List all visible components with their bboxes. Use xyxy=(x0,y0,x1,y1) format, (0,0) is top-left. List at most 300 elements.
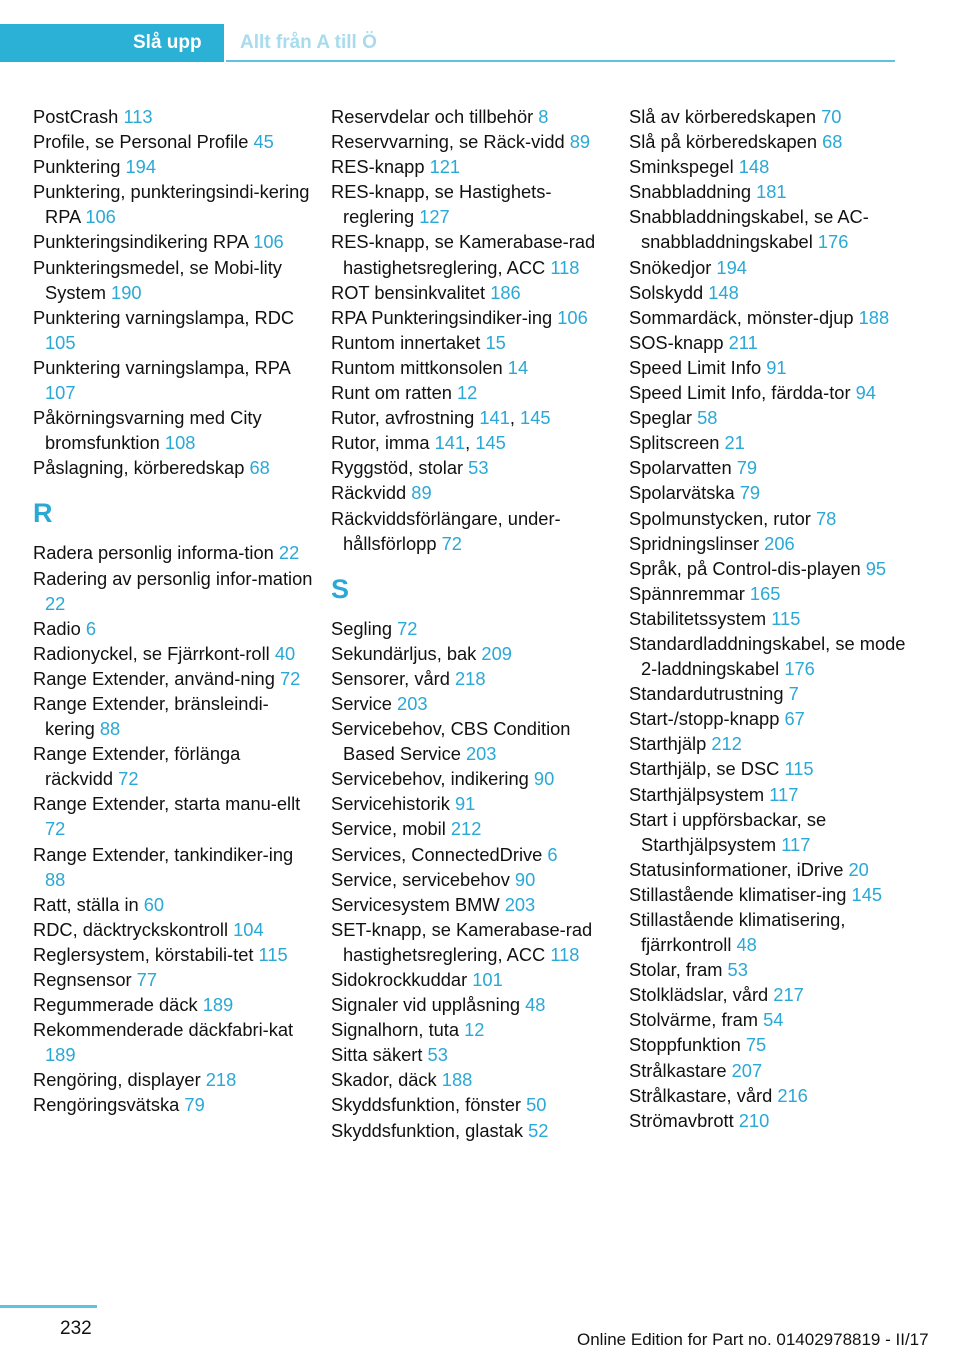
index-entry xyxy=(33,641,313,666)
index-term: Service, mobil xyxy=(331,818,451,840)
page-link[interactable]: 91 xyxy=(766,356,787,378)
index-term: Reservvarning, se Räck‐vidd xyxy=(331,131,570,153)
page-link[interactable]: 108 xyxy=(164,432,196,454)
page-link[interactable]: 203 xyxy=(465,743,497,765)
index-column-3 xyxy=(629,104,914,1133)
index-entry xyxy=(331,1092,611,1117)
index-entry xyxy=(331,666,611,691)
index-entry: Rutor, avfrostning 141, 145 xyxy=(331,407,551,429)
index-column-1 xyxy=(33,104,313,1118)
index-term: Range Extender, förlänga räckvidd xyxy=(33,743,241,790)
page-number: 232 xyxy=(60,1318,92,1339)
index-term: Services, ConnectedDrive xyxy=(331,843,548,865)
index-term: Reservdelar och tillbehör xyxy=(331,106,539,127)
index-term: RES-knapp xyxy=(331,156,430,178)
index-entry xyxy=(331,791,611,816)
index-entry xyxy=(33,791,313,841)
page-link[interactable]: 68 xyxy=(249,457,270,479)
index-entry xyxy=(33,405,313,455)
page-link[interactable]: 95 xyxy=(865,557,887,579)
index-term: Påkörningsvarning med City bromsfunktion xyxy=(33,407,262,454)
index-entry xyxy=(33,942,313,967)
page-link[interactable]: 15 xyxy=(485,331,506,353)
index-entry xyxy=(33,917,313,942)
page-link[interactable]: 148 xyxy=(738,156,770,178)
page-link[interactable]: 176 xyxy=(817,231,849,253)
header-tabs xyxy=(0,24,895,62)
index-entry xyxy=(33,540,313,565)
index-term: Räckvidd xyxy=(331,482,412,504)
page-link[interactable]: 58 xyxy=(697,407,718,429)
page-link[interactable]: 72 xyxy=(441,532,462,554)
index-entry xyxy=(629,179,914,204)
page-link[interactable]: 52 xyxy=(528,1119,549,1141)
index-term: Strålkastare, vård xyxy=(629,1084,778,1106)
page-link[interactable]: 188 xyxy=(441,1069,473,1091)
page-link[interactable]: 79 xyxy=(739,482,761,504)
index-term: Ryggstöd, stolar xyxy=(331,457,469,479)
page-link[interactable]: 79 xyxy=(736,457,758,479)
page-link[interactable]: 145 xyxy=(475,432,506,454)
page-link[interactable]: 115 xyxy=(771,607,801,629)
index-term: Påslagning, körberedskap xyxy=(33,457,250,479)
page-link[interactable]: 212 xyxy=(711,733,742,755)
page-link[interactable]: 206 xyxy=(764,532,795,554)
index-entry xyxy=(33,355,313,405)
index-entry xyxy=(629,1032,914,1057)
index-term: RPA Punkteringsindiker‐ing xyxy=(331,306,558,328)
page-link[interactable]: 207 xyxy=(731,1059,763,1081)
index-term: Runtom mittkonsolen xyxy=(331,356,508,378)
page-link[interactable]: 188 xyxy=(858,306,890,328)
page-link[interactable]: 20 xyxy=(848,858,869,880)
page-link[interactable]: 94 xyxy=(855,382,876,404)
page-link[interactable]: 211 xyxy=(728,331,758,353)
index-term: Slå på körberedskapen xyxy=(629,131,823,153)
page-link[interactable]: 190 xyxy=(111,281,142,303)
page-link[interactable]: 145 xyxy=(851,883,883,905)
page-link[interactable]: 203 xyxy=(397,692,428,714)
index-term: Stolar, fram xyxy=(629,959,728,981)
page-link[interactable]: 216 xyxy=(777,1084,808,1106)
index-entry xyxy=(629,255,914,280)
index-term: Punktering varningslampa, RDC xyxy=(33,306,295,328)
page-link[interactable]: 90 xyxy=(533,768,555,790)
index-entry xyxy=(331,1017,611,1042)
index-term: Punktering, punkteringsindi‐kering RPA xyxy=(33,181,310,228)
index-term: Stillastående klimatisering, fjärrkontroll xyxy=(629,909,846,956)
index-term: Starthjälpsystem xyxy=(629,783,770,805)
index-entry xyxy=(629,405,914,430)
page-link[interactable]: 106 xyxy=(557,306,588,328)
index-term: Spännremmar xyxy=(629,582,750,604)
index-term: Regummerade däck xyxy=(33,994,203,1016)
page-link[interactable]: 75 xyxy=(745,1034,767,1056)
index-entry xyxy=(33,1092,313,1117)
index-term: Segling xyxy=(331,617,398,639)
index-entry xyxy=(331,816,611,841)
index-term: Skador, däck xyxy=(331,1069,442,1091)
page-link[interactable]: 181 xyxy=(756,181,787,203)
index-term: Snabbladdningskabel, se AC-snabbladdningskabel xyxy=(629,206,869,253)
page-link[interactable]: 77 xyxy=(136,969,157,990)
index-term: Servicebehov, CBS Condition Based Service xyxy=(331,718,571,765)
index-term: Range Extender, bränsleindi‐kering xyxy=(33,692,269,740)
index-entry xyxy=(33,104,313,129)
page-link[interactable]: 88 xyxy=(99,718,121,740)
index-entry xyxy=(629,355,914,380)
index-term: Spridningslinser xyxy=(629,532,765,554)
page-link[interactable]: 60 xyxy=(143,893,165,915)
index-entry xyxy=(33,154,313,179)
index-entry xyxy=(331,480,611,505)
index-entry xyxy=(331,1118,611,1143)
page-link[interactable]: 45 xyxy=(253,131,274,153)
index-term: Strålkastare xyxy=(629,1059,732,1081)
page-link[interactable]: 72 xyxy=(397,617,418,639)
index-entry xyxy=(629,480,914,505)
index-term: Punktering varningslampa, RPA xyxy=(33,356,290,378)
index-term: Rengöringsvätska xyxy=(33,1094,185,1116)
index-entry xyxy=(33,992,313,1017)
index-term: Spolarvatten xyxy=(629,457,737,479)
index-entry xyxy=(629,129,914,154)
page-link[interactable]: 22 xyxy=(278,542,300,564)
page-link[interactable]: 89 xyxy=(411,482,432,504)
section-letter: R xyxy=(33,498,53,529)
index-entry xyxy=(331,380,611,405)
index-term: ROT bensinkvalitet xyxy=(331,281,491,303)
index-entry xyxy=(629,556,914,581)
index-term: Servicesystem BMW xyxy=(331,893,505,915)
index-entry xyxy=(629,782,914,807)
index-term: Range Extender, tankindiker‐ing xyxy=(33,843,294,865)
index-entry xyxy=(33,129,313,154)
index-entry xyxy=(33,305,313,355)
page-link[interactable]: 7 xyxy=(788,683,799,705)
index-term: Runtom innertaket xyxy=(331,331,486,353)
page-link[interactable]: 118 xyxy=(550,256,580,278)
index-entry xyxy=(629,807,914,857)
index-entry xyxy=(331,616,611,641)
index-term: PostCrash xyxy=(33,106,124,127)
index-entry xyxy=(629,280,914,305)
index-term: Sitta säkert xyxy=(331,1044,428,1066)
page-link[interactable]: 40 xyxy=(274,642,296,664)
page-link[interactable]: 121 xyxy=(429,156,461,178)
index-entry xyxy=(331,355,611,380)
page-link[interactable]: 106 xyxy=(85,206,116,228)
index-entry xyxy=(33,1067,313,1092)
page-link[interactable]: 189 xyxy=(45,1044,76,1066)
index-term: Standardutrustning xyxy=(629,683,789,705)
index-entry xyxy=(629,1083,914,1108)
index-term: Räckviddsförlängare, under‐hållsförlopp xyxy=(331,507,561,554)
page-link[interactable]: 101 xyxy=(472,969,503,990)
page-link[interactable]: 189 xyxy=(202,994,234,1016)
index-term: Radera personlig informa‐tion xyxy=(33,542,279,564)
page-link[interactable]: 141 xyxy=(479,407,510,429)
page-link[interactable]: 48 xyxy=(736,934,757,956)
index-term: Reglersystem, körstabili‐tet xyxy=(33,943,259,965)
page-link[interactable]: 91 xyxy=(454,793,476,815)
index-entry xyxy=(331,229,611,279)
index-term: Stolvärme, fram xyxy=(629,1009,764,1031)
index-entry xyxy=(629,907,914,957)
page-link[interactable]: 54 xyxy=(763,1009,784,1031)
page-link[interactable]: 68 xyxy=(822,131,843,153)
index-term: Sommardäck, mönster‐djup xyxy=(629,306,859,328)
index-term: Rekommenderade däckfabri‐kat xyxy=(33,1019,294,1041)
index-term: Radionyckel, se Fjärrkont‐roll xyxy=(33,642,275,664)
index-term: Sekundärljus, bak xyxy=(331,642,482,664)
page-link[interactable]: 118 xyxy=(550,943,580,965)
index-entry xyxy=(331,691,611,716)
page-link[interactable]: 212 xyxy=(450,818,482,840)
index-entry xyxy=(33,455,313,480)
index-entry xyxy=(331,967,611,992)
page-link[interactable]: 186 xyxy=(490,281,521,303)
index-entry xyxy=(629,606,914,631)
page-link[interactable]: 107 xyxy=(45,382,76,404)
index-entry xyxy=(33,1017,313,1067)
index-entry xyxy=(331,992,611,1017)
index-entry xyxy=(629,857,914,882)
page-link[interactable]: 117 xyxy=(781,833,811,855)
index-entry xyxy=(629,1108,914,1133)
index-entry xyxy=(331,892,611,917)
page-link[interactable]: 194 xyxy=(125,156,156,178)
page-link[interactable]: 21 xyxy=(724,432,745,454)
index-entry xyxy=(331,506,611,556)
page-link[interactable]: 104 xyxy=(233,918,264,940)
index-column-2 xyxy=(331,104,611,1143)
index-term: Signaler vid upplåsning xyxy=(331,994,526,1016)
index-term: Start i uppförsbackar, se Starthjälpsystem xyxy=(629,808,827,855)
page-link[interactable]: 78 xyxy=(815,507,837,529)
page-link[interactable]: 105 xyxy=(45,331,76,353)
page-link[interactable]: 113 xyxy=(123,106,153,127)
page-link[interactable]: 218 xyxy=(205,1069,237,1091)
index-term: Speed Limit Info, färdda‐tor xyxy=(629,382,856,404)
section-letter: S xyxy=(331,573,350,604)
index-entry xyxy=(331,305,611,330)
index-term: Stolklädslar, vård xyxy=(629,984,774,1006)
index-term: Rengöring, displayer xyxy=(33,1069,206,1091)
index-entry xyxy=(629,631,914,681)
page-link[interactable]: 89 xyxy=(569,131,591,153)
index-entry xyxy=(331,641,611,666)
index-entry xyxy=(33,179,313,229)
edition-note: Online Edition for Part no. 01402978819 - II/17 xyxy=(577,1330,929,1349)
index-entry xyxy=(33,666,313,691)
page-link[interactable]: 117 xyxy=(769,783,799,805)
page-link[interactable]: 145 xyxy=(520,407,551,429)
page-link[interactable]: 194 xyxy=(716,256,747,278)
index-entry xyxy=(331,154,611,179)
index-entry xyxy=(331,1042,611,1067)
index-term: RES-knapp, se Hastighets‐reglering xyxy=(331,181,552,228)
index-term: Service, servicebehov xyxy=(331,868,515,890)
index-entry xyxy=(331,280,611,305)
index-term: Signalhorn, tuta xyxy=(331,1019,465,1041)
index-term: Slå av körberedskapen xyxy=(629,106,822,127)
page-link[interactable]: 53 xyxy=(468,457,489,479)
page-link[interactable]: 148 xyxy=(708,281,739,303)
page-link[interactable]: 217 xyxy=(773,984,804,1006)
page-link[interactable]: 48 xyxy=(525,994,546,1016)
index-entry xyxy=(33,691,313,741)
index-term: Punkteringsindikering RPA xyxy=(33,231,254,253)
page-link[interactable]: 115 xyxy=(784,758,814,780)
index-entry xyxy=(629,957,914,982)
index-entry xyxy=(331,129,611,154)
index-entry xyxy=(33,967,313,992)
page-link[interactable]: 209 xyxy=(481,642,512,664)
index-term: Stoppfunktion xyxy=(629,1034,746,1056)
index-term: Statusinformationer, iDrive xyxy=(629,858,849,880)
index-term: RDC, däcktryckskontroll xyxy=(33,918,234,940)
index-term: Spolarvätska xyxy=(629,482,740,504)
index-entry xyxy=(629,982,914,1007)
index-term: RES-knapp, se Kamerabase‐rad hastighetsreglering, ACC xyxy=(331,231,596,278)
page-link[interactable]: 176 xyxy=(784,658,815,680)
page-link[interactable]: 72 xyxy=(118,768,139,790)
index-entry xyxy=(331,330,611,355)
page-link[interactable]: 210 xyxy=(738,1109,770,1131)
index-term: Ratt, ställa in xyxy=(33,893,144,915)
index-term: SOS-knapp xyxy=(629,331,729,353)
index-entry xyxy=(629,506,914,531)
index-term: Profile, se Personal Profile xyxy=(33,131,254,153)
index-term: Radering av personlig infor‐mation xyxy=(33,567,313,589)
index-entry xyxy=(629,204,914,254)
index-term: Stillastående klimatiser‐ing xyxy=(629,883,852,905)
page-link[interactable]: 8 xyxy=(538,106,549,127)
index-entry xyxy=(629,731,914,756)
index-term: Starthjälp, se DSC xyxy=(629,758,785,780)
index-entry xyxy=(629,1058,914,1083)
page-link[interactable]: 127 xyxy=(419,206,450,228)
index-term: Start-/stopp-knapp xyxy=(629,708,785,730)
index-entry xyxy=(629,430,914,455)
page-link[interactable]: 165 xyxy=(749,582,781,604)
index-entry xyxy=(331,104,611,129)
index-entry xyxy=(331,179,611,229)
index-entry xyxy=(629,330,914,355)
index-term: Skyddsfunktion, fönster xyxy=(331,1094,527,1116)
index-term: Range Extender, använd‐ning xyxy=(33,667,280,689)
page-link[interactable]: 14 xyxy=(507,356,529,378)
page-link[interactable]: 141 xyxy=(434,432,466,454)
index-term: Stabilitetssystem xyxy=(629,607,772,629)
page-link[interactable]: 22 xyxy=(45,592,66,614)
page-link[interactable]: 115 xyxy=(258,943,288,965)
index-term: Sensorer, vård xyxy=(331,667,455,689)
index-entry xyxy=(629,154,914,179)
index-entry xyxy=(629,756,914,781)
page-link[interactable]: 6 xyxy=(547,843,558,865)
page-link[interactable]: 50 xyxy=(526,1094,547,1116)
index-entry xyxy=(33,616,313,641)
index-term: Speed Limit Info xyxy=(629,356,767,378)
index-term: Standardladdningskabel, se mode 2-laddningskabel xyxy=(629,632,906,680)
index-term: Rutor, imma xyxy=(331,432,435,454)
index-entry xyxy=(331,842,611,867)
tab-divider xyxy=(226,60,895,62)
page-link[interactable]: 53 xyxy=(727,959,748,981)
index-entry xyxy=(331,455,611,480)
page-link[interactable]: 88 xyxy=(45,868,66,890)
index-entry xyxy=(331,766,611,791)
page-link[interactable]: 6 xyxy=(85,617,97,639)
index-term: Språk, på Control-dis‐playen xyxy=(629,557,866,579)
index-term: Runt om ratten xyxy=(331,382,457,404)
index-term: Snökedjor xyxy=(629,256,717,278)
index-term: Sidokrockkuddar xyxy=(331,969,473,990)
index-term: Radio xyxy=(33,617,86,639)
index-term: Punktering xyxy=(33,156,126,178)
page-link[interactable]: 106 xyxy=(253,231,284,253)
page-link[interactable]: 203 xyxy=(504,893,536,915)
page-link[interactable]: 12 xyxy=(464,1019,485,1041)
index-entry xyxy=(331,1067,611,1092)
index-entry xyxy=(33,892,313,917)
index-term: Punkteringsmedel, se Mobi‐lity System xyxy=(33,256,282,303)
index-term: Servicebehov, indikering xyxy=(331,768,534,790)
page-link[interactable]: 90 xyxy=(514,868,536,890)
page-link[interactable]: 79 xyxy=(184,1094,205,1116)
index-term: Regnsensor xyxy=(33,969,137,990)
index-term: Skyddsfunktion, glastak xyxy=(331,1119,529,1141)
tab-lookup-label: Slå upp xyxy=(133,32,202,53)
page-link[interactable]: 218 xyxy=(454,667,486,689)
page-link[interactable]: 70 xyxy=(821,106,842,127)
index-term: Service xyxy=(331,692,398,714)
index-term: SET-knapp, se Kamerabase‐rad hastighetsreglering, ACC xyxy=(331,918,593,965)
index-term: Starthjälp xyxy=(629,733,712,755)
index-entry xyxy=(629,681,914,706)
index-entry xyxy=(629,104,914,129)
index-entry xyxy=(629,706,914,731)
index-entry xyxy=(629,380,914,405)
page-link[interactable]: 12 xyxy=(457,382,478,404)
index-entry: Rutor, imma 141, 145 xyxy=(331,432,506,454)
tab-a-to-z[interactable] xyxy=(226,24,895,62)
index-term: Range Extender, starta manu‐ellt xyxy=(33,793,301,815)
page-link[interactable]: 53 xyxy=(427,1044,448,1066)
index-term: Spolmunstycken, rutor xyxy=(629,507,816,529)
tab-a-to-z-label: Allt från A till Ö xyxy=(240,32,377,53)
index-term: Strömavbrott xyxy=(629,1109,739,1131)
index-entry xyxy=(331,917,611,967)
index-entry xyxy=(331,867,611,892)
index-entry xyxy=(629,882,914,907)
index-term: Solskydd xyxy=(629,281,709,303)
index-term: Servicehistorik xyxy=(331,793,455,815)
index-term: Sminkspegel xyxy=(629,156,739,178)
footer-accent xyxy=(0,1305,97,1308)
index-entry xyxy=(629,305,914,330)
index-entry xyxy=(629,531,914,556)
page-link[interactable]: 72 xyxy=(279,667,301,689)
index-term: Snabbladdning xyxy=(629,181,757,203)
page-link[interactable]: 72 xyxy=(45,818,66,840)
page-link[interactable]: 67 xyxy=(784,708,805,730)
index-entry xyxy=(33,229,313,254)
index-entry xyxy=(33,741,313,791)
tab-lookup[interactable] xyxy=(0,24,224,62)
